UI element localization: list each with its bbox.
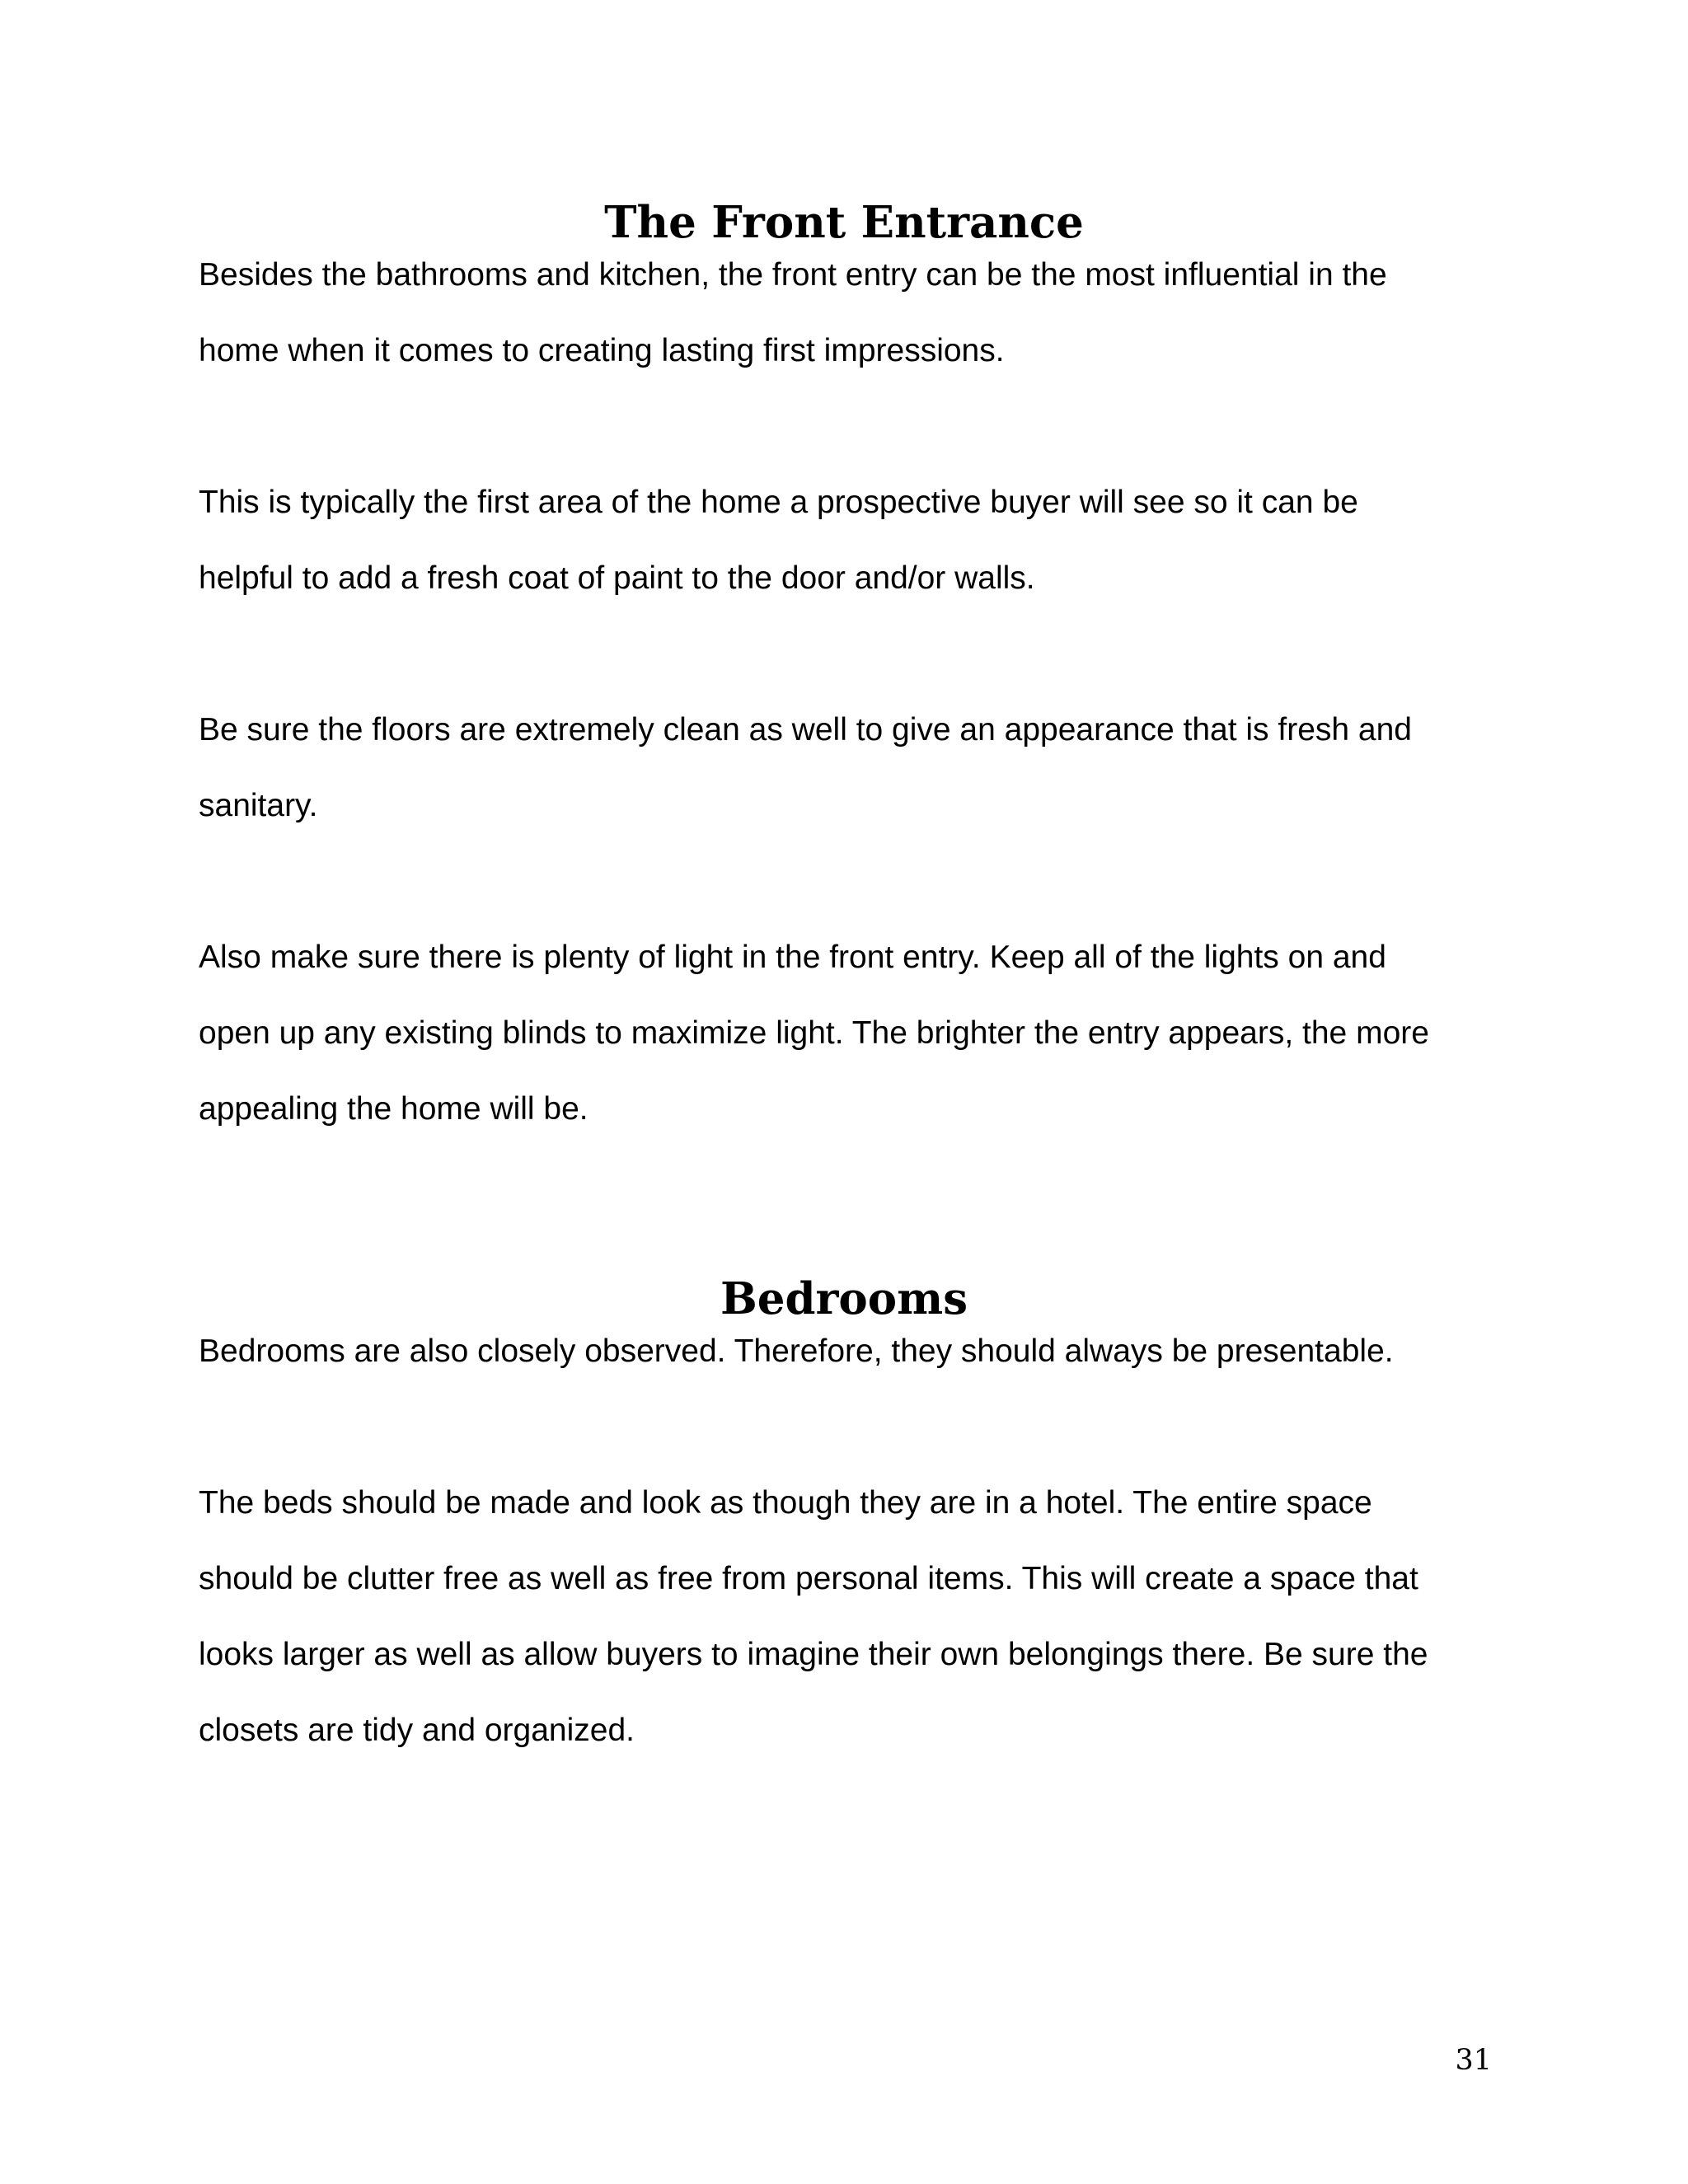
text-line: Be sure the floors are extremely clean as well to give an appearance that is fresh and (199, 712, 1412, 748)
text-line: Also make sure there is plenty of light in the front entry. Keep all of the lights on and (199, 940, 1386, 975)
text-line: Bedrooms are also closely observed. Therefore, they should always be presentable. (199, 1333, 1394, 1369)
text-line: looks larger as well as allow buyers to imagine their own belongings there. Be sure the (199, 1637, 1428, 1672)
paragraph-front-entrance-4 (199, 920, 1517, 1147)
text-line: This is typically the first area of the home a prospective buyer will see so it can be (199, 485, 1358, 520)
text-line: The beds should be made and look as though they are in a hotel. The entire space (199, 1485, 1372, 1521)
text-line: appealing the home will be. (199, 1091, 588, 1127)
text-line: helpful to add a fresh coat of paint to the door and/or walls. (199, 560, 1035, 596)
text-line: closets are tidy and organized. (199, 1713, 635, 1748)
paragraph-front-entrance-2 (199, 465, 1517, 616)
paragraph-bedrooms-1 (199, 1314, 1517, 1390)
paragraph-bedrooms-2 (199, 1465, 1517, 1769)
page-number: 31 (1455, 2044, 1492, 2077)
text-line: sanitary. (199, 788, 318, 823)
text-line: home when it comes to creating lasting first impressions. (199, 333, 1005, 368)
paragraph-front-entrance-3 (199, 692, 1517, 844)
section-heading-front-entrance: The Front Entrance (604, 197, 1084, 248)
paragraph-front-entrance-1 (199, 237, 1517, 389)
text-line: Besides the bathrooms and kitchen, the front entry can be the most influential in the (199, 257, 1387, 293)
text-line: should be clutter free as well as free from personal items. This will create a space that (199, 1561, 1418, 1596)
section-heading-bedrooms: Bedrooms (720, 1273, 968, 1324)
text-line: open up any existing blinds to maximize light. The brighter the entry appears, the more (199, 1015, 1429, 1051)
